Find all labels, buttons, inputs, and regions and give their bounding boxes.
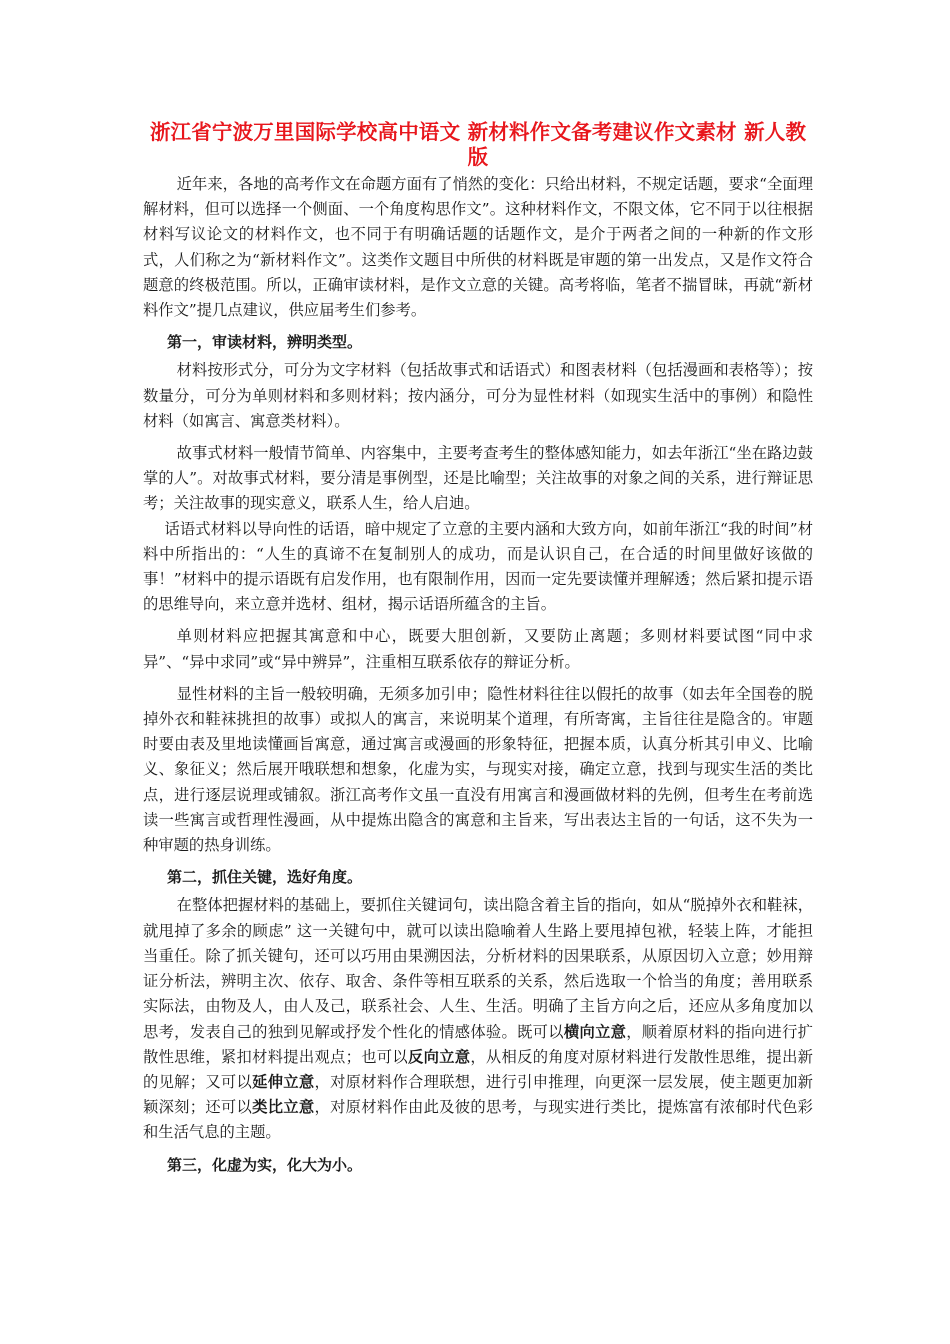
section-1-paragraph-1: 材料按形式分，可分为文字材料（包括故事式和话语式）和图表材料（包括漫画和表格等）；按数量分，可分为单则材料和多则材料；按内涵分，可分为显性材料（如现实生活中的事例）和隐性材料（如寓言、寓意类材料）。: [143, 361, 813, 430]
emphasis-extended-intent: 延伸立意: [252, 1072, 315, 1091]
section-1-paragraph-2: 故事式材料一般情节简单、内容集中，主要考查考生的整体感知能力，如去年浙江“坐在路边鼓掌的人”。对故事式材料，要分清是事例型，还是比喻型；关注故事的对象之间的关系，进行辩证思考；关注故事的现实意义，联系人生，给人启迪。: [143, 444, 813, 513]
section-1-heading: 第一，审读材料，辨明类型。: [167, 333, 363, 352]
intro-paragraph: 近年来，各地的高考作文在命题方面有了悄然的变化：只给出材料，不规定话题，要求“全面理解材料，但可以选择一个侧面、一个角度构思作文”。这种材料作文，不限文体，它不同于以往根据材料写议论文的材料作文，也不同于有明确话题的话题作文，是介于两者之间的一种新的作文形式，人们称之为“新材料作文”。这类作文题目中所供的材料既是审题的第一出发点，又是作文符合题意的终极范围。所以，正确审读材料，是作文立意的关键。高考将临，笔者不揣冒昧，再就“新材料作文”提几点建议，供应届考生们参考。: [143, 175, 813, 320]
section-2-text-b: ，顺着原材料的指向进行扩散性思维，紧扣材料提出观点；也可以: [143, 1022, 813, 1066]
emphasis-horizontal-intent: 横向立意: [563, 1022, 627, 1041]
section-1-paragraph-4: 单则材料应把握其寓意和中心，既要大胆创新，又要防止离题；多则材料要试图“同中求异”、“异中求同”或“异中辨异”，注重相互联系依存的辩证分析。: [143, 627, 813, 671]
section-3-heading: 第三，化虚为实，化大为小。: [167, 1155, 363, 1174]
section-2-heading: 第二，抓住关键，选好角度。: [167, 868, 363, 887]
section-2-text-c: ，从相反的角度对原材料进行发散性思维，提出新的见解；又可以: [143, 1047, 813, 1091]
section-2-paragraph-1: [143, 893, 813, 1145]
section-1-paragraph-5: 显性材料的主旨一般较明确，无须多加引申；隐性材料往往以假托的故事（如去年全国卷的脱掉外衣和鞋袜挑担的故事）或拟人的寓言，来说明某个道理，有所寄寓，主旨往往是隐含的。审题时要由表及里地读懂画旨寓意，通过寓言或漫画的形象特征，把握本质，认真分析其引申义、比喻义、象征义；然后展开哦联想和想象，化虚为实，与现实对接，确定立意，找到与现实生活的类比点，进行逐层说理或铺叙。浙江高考作文虽一直没有用寓言和漫画做材料的先例，但考生在考前选读一些寓言或哲理性漫画，从中提炼出隐含的寓意和主旨来，写出表达主旨的一句话，这不失为一种审题的热身训练。: [143, 684, 813, 855]
emphasis-reverse-intent: 反向立意: [407, 1047, 471, 1066]
document-page: [143, 120, 813, 1181]
section-2-text-a: 在整体把握材料的基础上，要抓住关键词句，读出隐含着主旨的指向，如从“脱掉外衣和鞋袜，就甩掉了多余的顾虑” 这一关键句中，就可以读出隐喻着人生路上要甩掉包袱，轻装上阵，才能担当重任。除了抓关键句，还可以巧用由果溯因法，分析材料的因果联系，从原因切入立意；妙用辩证分析法，辨明主次、依存、取舍、条件等相互联系的关系，然后选取一个恰当的角度；善用联系实际法，由物及人，由人及己，联系社会、人生、生活。明确了主旨方向之后，还应从多角度加以思考，发表自己的独到见解或抒发个性化的情感体验。既可以: [143, 896, 813, 1041]
section-2-text-e: ，对原材料作由此及彼的思考，与现实进行类比，提炼富有浓郁时代色彩和生活气息的主题。: [143, 1098, 813, 1142]
document-title: 浙江省宁波万里国际学校高中语文 新材料作文备考建议作文素材 新人教版: [149, 120, 807, 169]
section-2-text-d: ，对原材料作合理联想，进行引申推理，向更深一层发展，使主题更加新颖深刻；还可以: [143, 1072, 813, 1117]
section-1-paragraph-3: 话语式材料以导向性的话语，暗中规定了立意的主要内涵和大致方向，如前年浙江“我的时间”材料中所指出的：“人生的真谛不在复制别人的成功，而是认识自己，在合适的时间里做好该做的事！”材料中的提示语既有启发作用，也有限制作用，因而一定先要读懂并理解透；然后紧扣提示语的思维导向，来立意并选材、组材，揭示话语所蕴含的主旨。: [143, 519, 813, 614]
emphasis-analogy-intent: 类比立意: [252, 1098, 315, 1117]
